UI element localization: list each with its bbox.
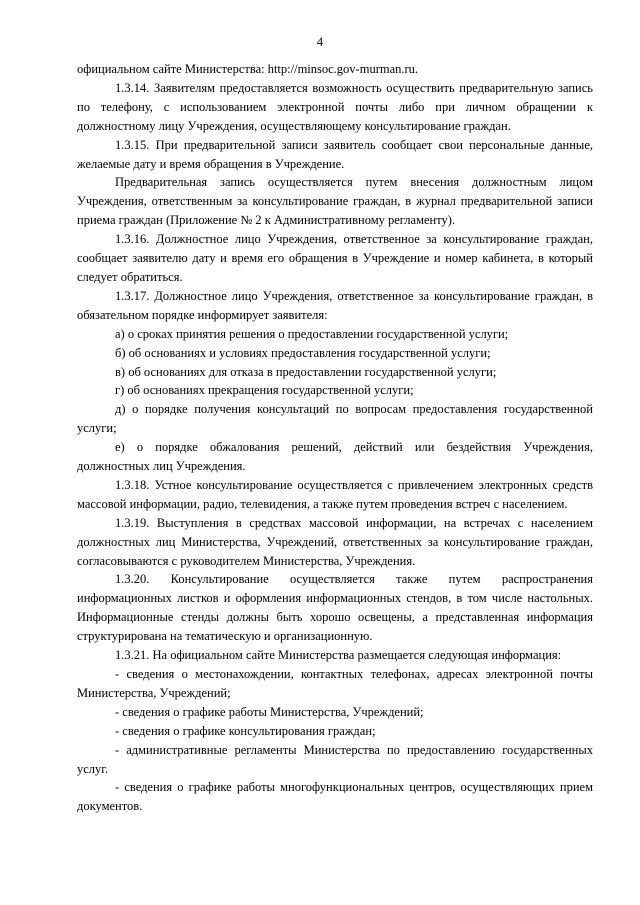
paragraph-1-3-17: 1.3.17. Должностное лицо Учреждения, ответственное за консультирование граждан, в обязательном порядке информирует заявителя: <box>77 288 593 322</box>
page-number: 4 <box>316 35 324 49</box>
paragraph-1-3-14: 1.3.14. Заявителям предоставляется возможность осуществить предварительную запись по телефону, с использованием электронной почты либо при личном обращении к должностному лицу Учреждения, осуществляющему консультирование граждан. <box>77 80 593 133</box>
list-item-d: д) о порядке получения консультаций по вопросам предоставления государственной услуги; <box>77 402 593 436</box>
document-body <box>77 60 593 816</box>
paragraph-preliminary-record: Предварительная запись осуществляется путем внесения должностным лицом Учреждения, ответственным за консультирование граждан, в журнал предварительной записи приема граждан (Приложение № 2 к Административному регламенту). <box>77 175 593 228</box>
paragraph-1-3-21: 1.3.21. На официальном сайте Министерства размещается следующая информация: <box>115 648 562 663</box>
bullet-item-mfc-schedule: - сведения о графике работы многофункциональных центров, осуществляющих прием документов. <box>77 780 593 814</box>
bullet-item-regulations: - административные регламенты Министерства по предоставлению государственных услуг. <box>77 742 593 776</box>
paragraph-1-3-20: 1.3.20. Консультирование осуществляется также путем распространения информационных листков и оформления информационных стендов, в том числе настольных. Информационные стенды должны быть хорошо освещены, а представленная информация структурирована на тематическую и организационную. <box>77 572 593 644</box>
list-item-v: в) об основаниях для отказа в предоставлении государственной услуги; <box>115 364 497 379</box>
list-item-g: г) об основаниях прекращения государственной услуги; <box>115 383 414 398</box>
bullet-item-contacts: - сведения о местонахождении, контактных телефонах, адресах электронной почты Министерства, Учреждений; <box>77 667 593 700</box>
list-item-a: а) о сроках принятия решения о предоставлении государственной услуги; <box>115 326 509 341</box>
list-item-b: б) об основаниях и условиях предоставления государственной услуги; <box>115 345 491 360</box>
bullet-item-work-schedule: - сведения о графике работы Министерства, Учреждений; <box>115 704 424 719</box>
paragraph-continuation: официальном сайте Министерства: http://minsoc.gov-murman.ru. <box>77 62 419 76</box>
bullet-item-consulting-schedule: - сведения о графике консультирования граждан; <box>115 723 376 738</box>
paragraph-1-3-15: 1.3.15. При предварительной записи заявитель сообщает свои персональные данные, желаемые дату и время обращения в Учреждение. <box>77 137 593 171</box>
list-item-e: е) о порядке обжалования решений, действий или бездействия Учреждения, должностных лиц Учреждения. <box>77 440 593 474</box>
paragraph-1-3-18: 1.3.18. Устное консультирование осуществляется с привлечением электронных средств массовой информации, радио, телевидения, а также путем проведения встреч с населением. <box>77 477 593 511</box>
paragraph-1-3-19: 1.3.19. Выступления в средствах массовой информации, на встречах с населением должностных лиц Министерства, Учреждений, ответственных за консультирование граждан, согласовываются с руководителем Министерства, Учреждения. <box>77 515 593 568</box>
paragraph-1-3-16: 1.3.16. Должностное лицо Учреждения, ответственное за консультирование граждан, сообщает заявителю дату и время его обращения в Учреждение и номер кабинета, в который следует обратиться. <box>77 232 593 284</box>
